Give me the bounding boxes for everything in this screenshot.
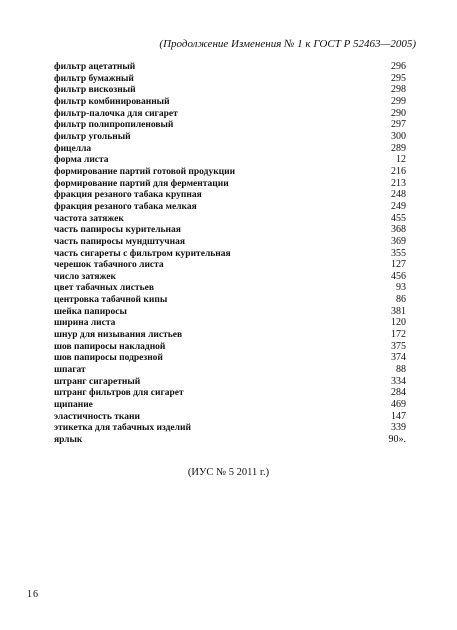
index-row [54,131,406,143]
index-term: частота затяжек [54,213,124,224]
index-term: эластичность ткани [54,411,140,422]
index-row [54,224,406,236]
index-term: фильтр бумажный [54,73,134,84]
index-term: фракция резаного табака крупная [54,190,202,201]
index-page-ref: 355 [391,247,406,259]
index-page-ref: 455 [391,212,406,224]
index-term: шнур для низывания листьев [54,330,183,341]
index-row [54,236,406,248]
index-row [54,84,406,96]
index-term: фильтр угольный [54,131,131,142]
document-header: (Продолжение Изменения № 1 к ГОСТ Р 52463—2005) [159,38,416,50]
index-row [54,422,406,434]
index-page-ref: 213 [391,177,406,189]
index-term: щипание [54,400,93,411]
index-row [54,329,406,341]
index-term: фракция резаного табака мелкая [54,201,197,212]
index-row [54,154,406,166]
index-page-ref: 289 [391,142,406,154]
index-page-ref: 216 [391,165,406,177]
index-term: шов папиросы подрезной [54,353,163,364]
index-term: фицелла [54,143,92,154]
index-page-ref: 88 [396,364,406,376]
index-page-ref: 299 [391,95,406,107]
index-row [54,387,406,399]
index-page-ref: 297 [391,119,406,131]
index-row [54,201,406,213]
index-term: фильтр-палочка для сигарет [54,108,178,119]
index-row [54,399,406,411]
index-row [54,259,406,271]
index-term: шпагат [54,365,86,376]
index-page-ref: 334 [391,375,406,387]
index-row [54,119,406,131]
index-row [54,317,406,329]
index-page-ref: 374 [391,352,406,364]
index-term: фильтр комбинированный [54,96,170,107]
index-page-ref: 290 [391,107,406,119]
index-term: часть папиросы мундштучная [54,236,186,247]
index-term: ярлык [54,435,83,445]
index-term: формирование партий для ферментации [54,178,229,189]
index-row [54,341,406,353]
index-row [54,271,406,283]
index-row [54,411,406,423]
index-page-ref: 339 [391,422,406,434]
index-row [54,108,406,120]
index-page-ref: 369 [391,235,406,247]
index-row [54,96,406,108]
index-page-ref: 172 [391,329,406,341]
index-page-ref: 368 [391,224,406,236]
index-term: фильтр вискозный [54,85,136,96]
index-row [54,189,406,201]
term-index-list [54,61,406,446]
index-page-ref: 381 [391,305,406,317]
index-page-ref: 120 [391,317,406,329]
index-page-ref: 284 [391,387,406,399]
index-page-ref: 469 [391,399,406,411]
index-row [54,61,406,73]
index-term: форма листа [54,155,109,166]
index-term: штранг фильтров для сигарет [54,388,184,399]
index-term: фильтр ацетатный [54,62,136,72]
index-term: часть папиросы курительная [54,225,181,236]
index-page-ref: 86 [396,294,406,306]
index-term: часть сигареты с фильтром курительная [54,248,231,259]
index-term: ширина листа [54,318,116,329]
index-page-ref: 127 [391,259,406,271]
index-row [54,352,406,364]
index-page-ref: 249 [391,200,406,212]
page-number: 16 [27,589,39,600]
index-page-ref: 248 [391,189,406,201]
index-page-ref: 300 [391,130,406,142]
index-row [54,306,406,318]
index-row [54,248,406,260]
index-page-ref: 296 [391,61,406,72]
index-page-ref: 295 [391,72,406,84]
index-term: цвет табачных листьев [54,283,154,294]
index-term: этикетка для табачных изделий [54,423,191,434]
index-term: штранг сигаретный [54,376,141,387]
index-row [54,294,406,306]
index-page-ref: 298 [391,84,406,96]
index-page-ref: 375 [391,340,406,352]
index-row [54,364,406,376]
index-row [54,434,406,446]
index-term: формирование партий готовой продукции [54,166,236,177]
index-term: черешок табачного листа [54,260,164,271]
index-term: шейка папиросы [54,306,127,317]
index-row [54,376,406,388]
index-page-ref: 90». [388,434,406,445]
index-row [54,166,406,178]
index-row [54,143,406,155]
index-page-ref: 93 [396,282,406,294]
index-term: фильтр полипропиленовый [54,120,174,131]
index-row [54,282,406,294]
index-row [54,73,406,85]
index-page-ref: 12 [396,154,406,166]
index-term: центровка табачной кипы [54,295,168,306]
index-page-ref: 147 [391,410,406,422]
index-term: число затяжек [54,271,116,282]
index-page-ref: 456 [391,270,406,282]
index-row [54,178,406,190]
source-note: (ИУС № 5 2011 г.) [187,467,270,478]
index-row [54,213,406,225]
index-term: шов папиросы накладной [54,341,166,352]
